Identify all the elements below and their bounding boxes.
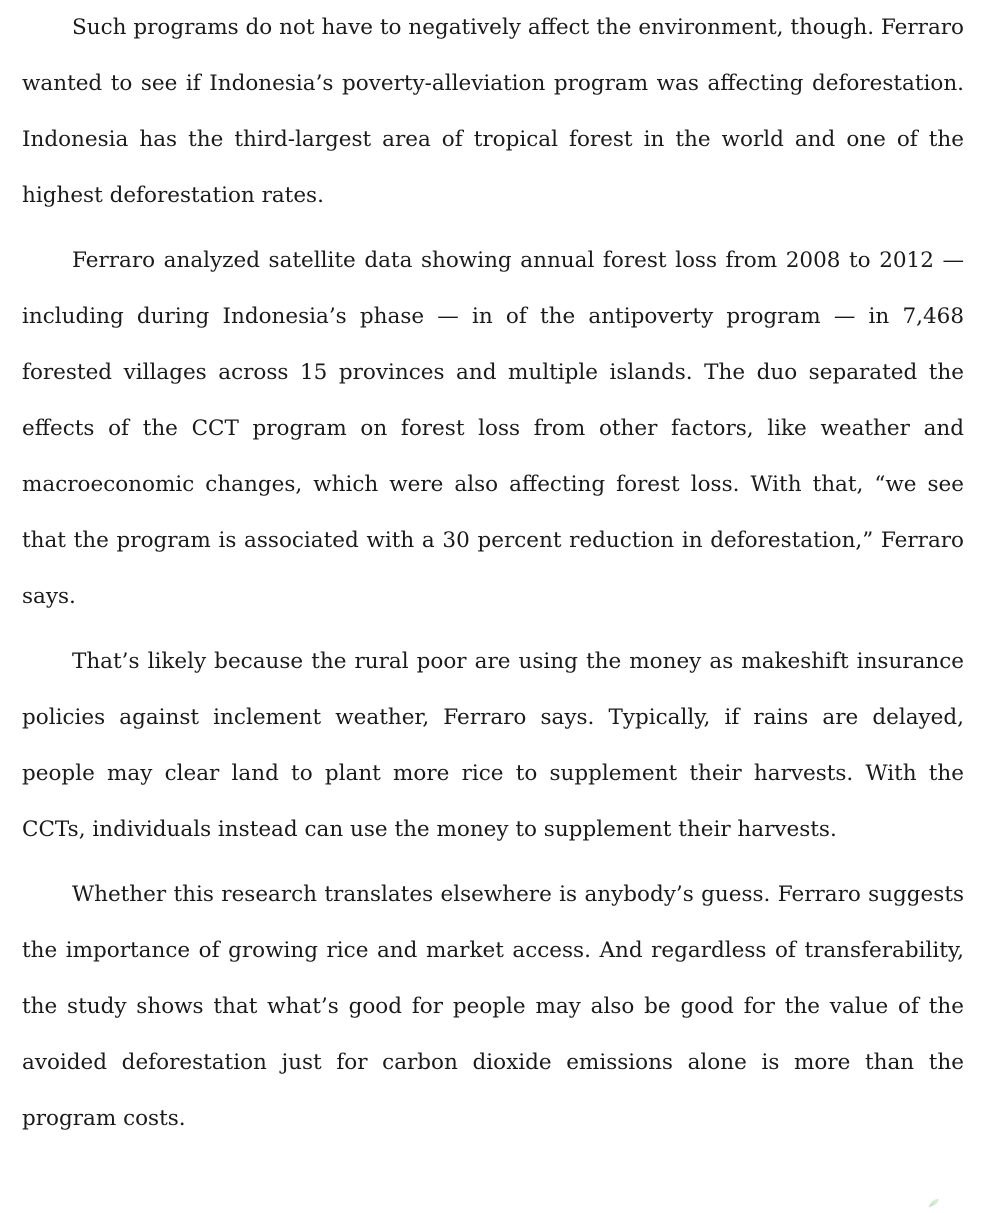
paragraph-2: Ferraro analyzed satellite data showing annual forest loss from 2008 to 2012 — including during Indonesia’s phase — in of the antipoverty program — in 7,468 forested villages across 15 provinces and multiple islands. The duo separated the effects of the CCT program on forest loss from other factors, like weather and macroeconomic changes, which were also affecting forest loss. With that, “we see that the program is associated with a 30 percent reduction in deforestation,” Ferraro says.: [22, 248, 964, 609]
watermark-leaf-icon: [927, 1197, 941, 1209]
paragraph-1: Such programs do not have to negatively affect the environment, though. Ferraro wanted to see if Indonesia’s poverty-alleviation program was affecting deforestation. Indonesia has the third-largest area of tropical forest in the world and one of the highest deforestation rates.: [22, 15, 964, 208]
article-body: [22, 0, 964, 1147]
paragraph-4: Whether this research translates elsewhere is anybody’s guess. Ferraro suggests the importance of growing rice and market access. And regardless of transferability, the study shows that what’s good for people may also be good for the value of the avoided deforestation just for carbon dioxide emissions alone is more than the program costs.: [22, 882, 964, 1131]
paragraph-3: That’s likely because the rural poor are using the money as makeshift insurance policies against inclement weather, Ferraro says. Typically, if rains are delayed, people may clear land to plant more rice to supplement their harvests. With the CCTs, individuals instead can use the money to supplement their harvests.: [22, 649, 964, 842]
